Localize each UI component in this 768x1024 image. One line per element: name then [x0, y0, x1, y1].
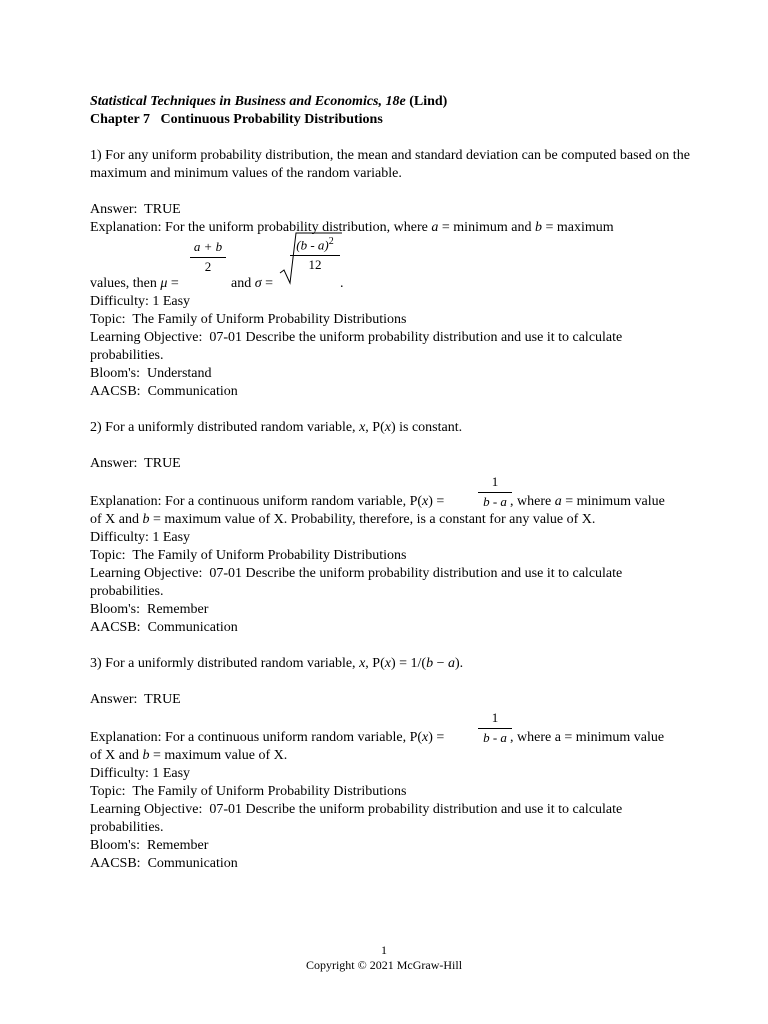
question-2-topic: Topic: The Family of Uniform Probability Distributions [90, 548, 407, 563]
question-1-difficulty: Difficulty: 1 Easy [90, 294, 191, 309]
question-2-difficulty: Difficulty: 1 Easy [90, 530, 191, 545]
question-3-topic: Topic: The Family of Uniform Probability Distributions [90, 784, 407, 799]
question-2-explanation: 1 b - a Explanation: For a continuous uniform random variable, P(x) = , where a = minimum value [90, 474, 665, 509]
question-2-objective: Learning Objective: 07-01 Describe the uniform probability distribution and use it to calculate probabilities. [90, 566, 626, 599]
chapter-title: Chapter 7 Continuous Probability Distributions [90, 112, 383, 127]
question-2-aacsb: AACSB: Communication [90, 620, 238, 635]
q3-density-fraction: 1 b - a [478, 710, 512, 746]
question-1-formula-block: a + b 2 (b - a)$^2$ 12 values, then μ = and σ = . [90, 237, 690, 293]
question-3-objective: Learning Objective: 07-01 Describe the uniform probability distribution and use it to calculate probabilities. [90, 802, 626, 835]
copyright-notice: Copyright © 2021 McGraw-Hill [305, 958, 463, 972]
question-3-difficulty: Difficulty: 1 Easy [90, 766, 191, 781]
formula-line: values, then μ = [90, 276, 179, 291]
book-header [90, 93, 690, 111]
sd-fraction: (b - a)$^2$ 12 [290, 234, 340, 273]
page-footer [0, 943, 768, 973]
question-3-aacsb: AACSB: Communication [90, 856, 238, 871]
question-2-text: 2) For a uniformly distributed random variable, x, P(x) is constant. [90, 420, 463, 435]
book-title: Statistical Techniques in Business and Economics, 18e [90, 94, 406, 109]
book-author: (Lind) [409, 94, 448, 109]
question-1-topic: Topic: The Family of Uniform Probability Distributions [90, 312, 407, 327]
question-1-answer: Answer: TRUE [90, 202, 181, 217]
document-page [90, 93, 690, 873]
question-1-bloom: Bloom's: Understand [90, 366, 212, 381]
question-2-answer: Answer: TRUE [90, 456, 181, 471]
question-2-explanation-cont: of X and b = maximum value of X. Probability, therefore, is a constant for any value of X. [90, 512, 596, 527]
question-3-explanation-cont: of X and b = maximum value of X. [90, 748, 288, 763]
question-3-answer: Answer: TRUE [90, 692, 181, 707]
question-1-objective: Learning Objective: 07-01 Describe the uniform probability distribution and use it to calculate probabilities. [90, 330, 626, 363]
mean-fraction: a + b 2 [190, 239, 226, 275]
question-1-aacsb: AACSB: Communication [90, 384, 238, 399]
question-1-explanation: Explanation: For the uniform probability distribution, where a = minimum and b = maximum [90, 220, 614, 235]
question-3-bloom: Bloom's: Remember [90, 838, 209, 853]
q2-density-fraction: 1 b - a [478, 474, 512, 510]
question-1-text: 1) For any uniform probability distribution, the mean and standard deviation can be computed based on the maximum and minimum values of the random variable. [90, 148, 690, 181]
page-number: 1 [381, 943, 387, 957]
question-2-bloom: Bloom's: Remember [90, 602, 209, 617]
question-3-text: 3) For a uniformly distributed random variable, x, P(x) = 1/(b − a). [90, 656, 464, 671]
question-3-explanation: 1 b - a Explanation: For a continuous uniform random variable, P(x) = , where a = minimum value [90, 710, 665, 745]
